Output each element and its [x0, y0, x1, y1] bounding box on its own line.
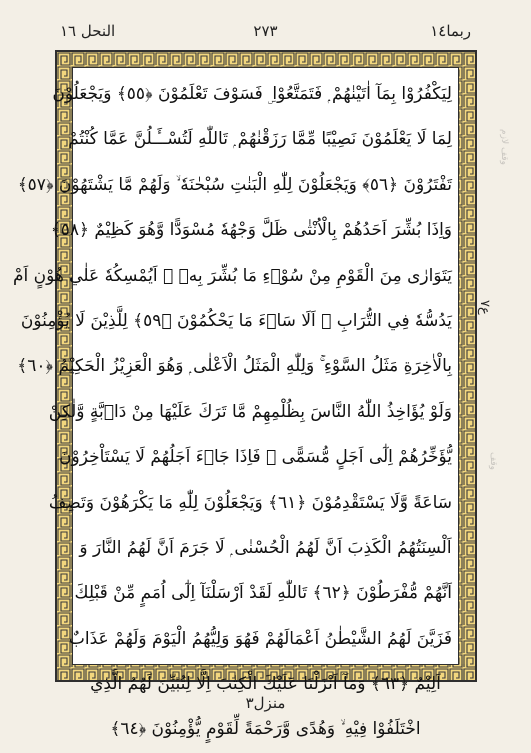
text-line: يَتَوَارٰى مِنَ الْقَوْمِ مِنْ سُوْۗءِ مَا بُشِّرَ بِهٖ ۭ اَيُمْسِكُهٗ عَلٰي هُوْنٍ اَمْ	[12, 265, 452, 286]
text-line: لِمَا لَا يَعْلَمُوْنَ نَصِيْبًا مِّمَّا رَزَقْنٰهُمْ ۭ تَاللّٰهِ لَتُسْــَٔـلُنَّ عَمَّا كُنْتُمْ	[68, 129, 452, 150]
text-line: وَلَوْ يُؤَاخِذُ اللّٰهُ النَّاسَ بِظُلْمِهِمْ مَّا تَرَكَ عَلَيْهَا مِنْ دَاۗبَّةٍ وَّلٰكِنْ	[48, 401, 452, 422]
text-line: اَلِيْمٌ ﴿٦٣﴾ وَمَآ اَنْزَلْنَا عَلَيْكَ الْكِتٰبَ اِلَّا لِتُبَيِّنَ لَهُمُ الَّذِي	[90, 674, 441, 695]
text-line: سَاعَةً وَّلَا يَسْتَقْدِمُوْنَ ﴿٦١﴾ وَيَجْعَلُوْنَ لِلّٰهِ مَا يَكْرَهُوْنَ وَتَصِفُ	[48, 492, 452, 513]
faded-margin-note: وقف	[487, 452, 498, 470]
text-line: يَدُسُّهٗ فِي التُّرَابِ ۭ اَلَا سَاۗءَ مَا يَحْكُمُوْنَ ﴿٥٩﴾ لِلَّذِيْنَ لَا يُؤْمِنُوْنَ	[20, 310, 452, 331]
text-line: لِيَكْفُرُوْا بِمَآ اٰتَيْنٰهُمْ ۭ فَتَمَتَّعُوْا ۣ فَسَوْفَ تَعْلَمُوْنَ ﴿٥٥﴾ وَيَجْعَلُوْنَ	[52, 84, 452, 104]
text-line: فَزَيَّنَ لَهُمُ الشَّيْطٰنُ اَعْمَالَهُمْ فَهُوَ وَلِيُّهُمُ الْيَوْمَ وَلَهُمْ عَذَابٌ	[68, 628, 452, 649]
text-line: اَلْسِنَتُهُمُ الْكَذِبَ اَنَّ لَهُمُ الْحُسْنٰى ۭ لَا جَرَمَ اَنَّ لَهُمُ النَّارَ وَ	[79, 537, 452, 558]
text-line: يُّؤَخِّرُهُمْ اِلٰٓى اَجَلٍ مُّسَمًّى ۚ فَاِذَا جَاۗءَ اَجَلُهُمْ لَا يَسْتَاْخِرُوْنَ	[59, 447, 452, 468]
ruku-margin-marker: ع٧	[477, 300, 492, 315]
page-header	[0, 22, 531, 46]
manzil-footer: منزل٣	[245, 694, 286, 712]
surah-header: النحل ١٦	[60, 22, 116, 40]
page-number: ٢٧٣	[253, 22, 278, 40]
text-line: تَفْتَرُوْنَ ﴿٥٦﴾ وَيَجْعَلُوْنَ لِلّٰهِ الْبَنٰتِ سُبْحٰنَهٗ ۙ وَلَهُمْ مَّا يَشْتَهُوْنَ ﴿٥٧﴾	[17, 174, 452, 195]
juz-header: ربما١٤	[430, 22, 471, 40]
text-line: اخْتَلَفُوْا فِيْهِ ۙ وَهُدًى وَّرَحْمَةً لِّقَوْمٍ يُّؤْمِنُوْنَ ﴿٦٤﴾	[110, 719, 421, 740]
text-line: بِالْاٰخِرَةِ مَثَلُ السَّوْءِ ۚ وَلِلّٰهِ الْمَثَلُ الْاَعْلٰى ۭ وَهُوَ الْعَزِيْزُ الْحَكِيْمُ ﴿٦٠﴾	[17, 356, 452, 377]
text-line: وَاِذَا بُشِّرَ اَحَدُهُمْ بِالْاُنْثٰى ظَلَّ وَجْهُهٗ مُسْوَدًّا وَّهُوَ كَظِيْمٌ ﴿٥٨﴾	[50, 220, 452, 241]
faded-margin-note: وقف لازم	[498, 129, 509, 165]
verse-lines	[12, 72, 458, 753]
text-line: اَنَّهُمْ مُّفْرَطُوْنَ ﴿٦٢﴾ تَاللّٰهِ لَقَدْ اَرْسَلْنَآ اِلٰٓى اُمَمٍ مِّنْ قَبْلِكَ	[74, 583, 452, 604]
